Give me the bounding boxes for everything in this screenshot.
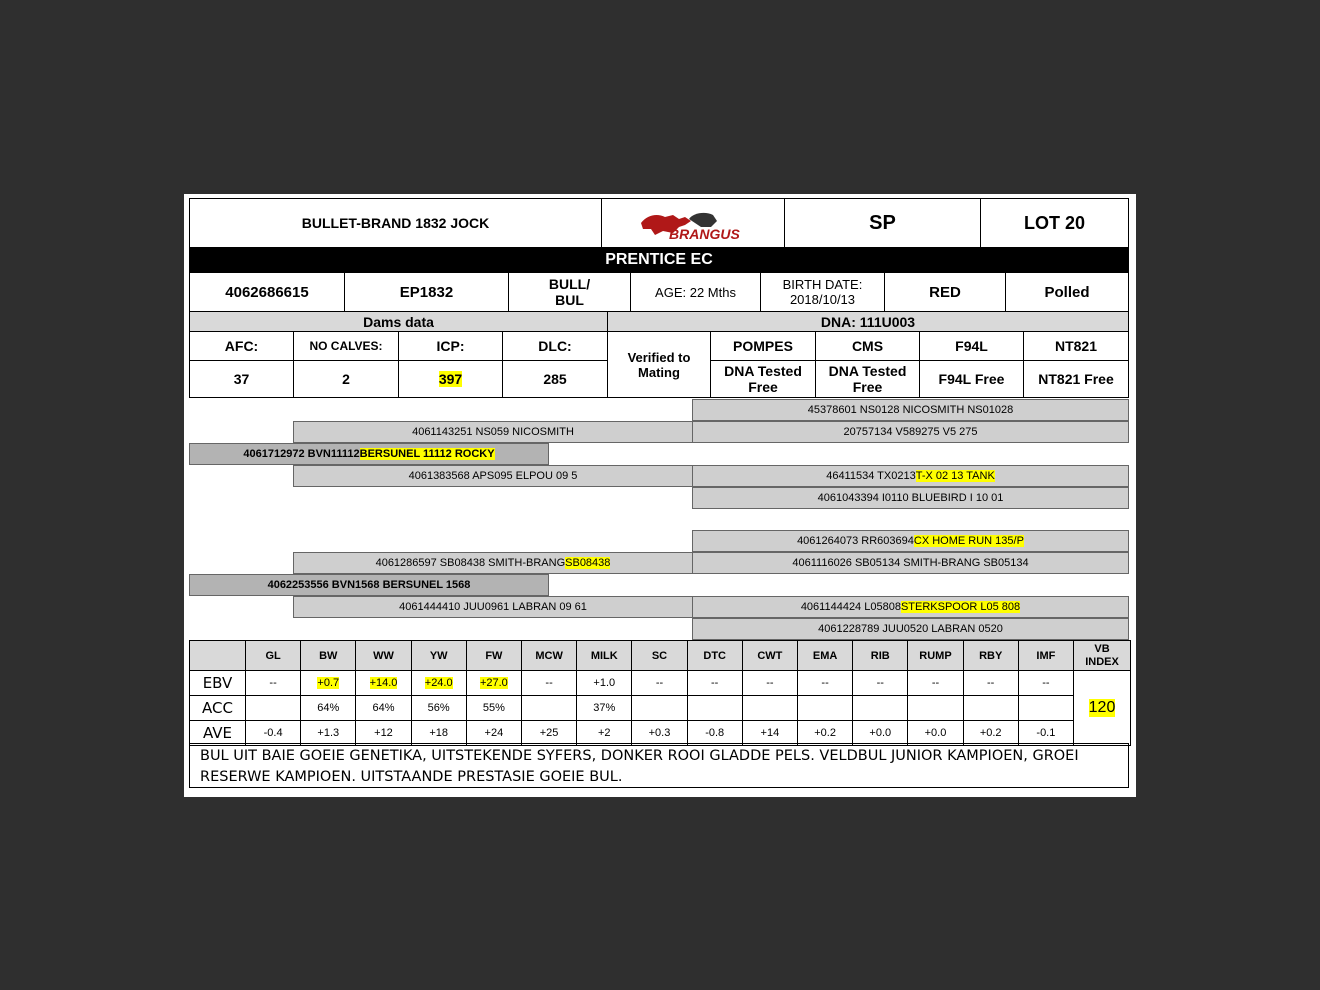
pedigree-ssd	[692, 421, 1129, 443]
ebv-header-rump: RUMP	[907, 640, 963, 671]
dams-value-dlc: 285	[502, 360, 608, 398]
age: AGE: 22 Mths	[630, 272, 761, 312]
birth-date	[760, 272, 885, 312]
pedigree-ddd	[692, 618, 1129, 640]
ebv-ebv-cwt	[742, 670, 798, 696]
ebv-header-rib: RIB	[852, 640, 908, 671]
ebv-ebv-fw	[466, 670, 522, 696]
dna-value-nt821: NT821 Free	[1023, 360, 1129, 398]
ebv-header-fw: FW	[466, 640, 522, 671]
pedigree-ddd-text: 4061228789 JUU0520 LABRAN 0520	[818, 623, 1003, 635]
pedigree-sire-dam	[293, 465, 693, 487]
pedigree-sss-text: 45378601 NS0128 NICOSMITH NS01028	[807, 404, 1014, 416]
ebv-header-yw: YW	[411, 640, 467, 671]
animal-name: BULLET-BRAND 1832 JOCK	[189, 198, 602, 248]
ebv-value: +0.3	[648, 727, 671, 739]
dams-data-title: Dams data	[189, 311, 608, 332]
ebv-value: --	[766, 677, 774, 689]
ebv-value: --	[821, 677, 829, 689]
brangus-logo	[601, 198, 785, 248]
ebv-header-cwt: CWT	[742, 640, 798, 671]
dna-header-nt821: NT821	[1023, 331, 1129, 361]
ebv-value: +0.0	[924, 727, 947, 739]
ebv-row-label-ave: AVE	[189, 720, 246, 746]
ebv-header-mcw: MCW	[521, 640, 577, 671]
ebv-value: +0.7	[317, 677, 340, 689]
pedigree-dam-text: 4062253556 BVN1568 BERSUNEL 1568	[267, 579, 471, 591]
lot-number: LOT 20	[980, 198, 1129, 248]
dna-cms-line2: Free	[852, 379, 883, 395]
ebv-acc-imf	[1018, 695, 1074, 721]
ebv-acc-dtc	[687, 695, 743, 721]
pedigree-dam-sire-highlight: SB08438	[565, 557, 611, 569]
dams-header-dlc: DLC:	[502, 331, 608, 361]
ebv-acc-ww	[355, 695, 411, 721]
dams-value-afc: 37	[189, 360, 294, 398]
pedigree-dds	[692, 596, 1129, 618]
dna-title: DNA: 111U003	[607, 311, 1129, 332]
ebv-value: +1.3	[317, 727, 340, 739]
pedigree-dam-sire-text: 4061286597 SB08438 SMITH-BRANG	[375, 557, 566, 569]
icp-highlight: 397	[438, 371, 463, 387]
ebv-ebv-ww	[355, 670, 411, 696]
ebv-value: 56%	[427, 702, 450, 714]
ebv-value: +12	[374, 727, 393, 739]
ebv-corner-cell	[189, 640, 246, 671]
ebv-row-label-acc: ACC	[189, 695, 246, 721]
birth-date-value: 2018/10/13	[789, 292, 856, 307]
ebv-ebv-imf	[1018, 670, 1074, 696]
ebv-acc-gl	[245, 695, 301, 721]
pedigree-sire-sire-text: 4061143251 NS059 NICOSMITH	[412, 426, 574, 438]
dna-value-cms	[815, 360, 920, 398]
ebv-value: -0.8	[705, 727, 725, 739]
ebv-value: --	[655, 677, 664, 689]
ebv-header-rby: RBY	[963, 640, 1019, 671]
horn-status: Polled	[1005, 272, 1129, 312]
vb-index-label-1: VB	[1094, 642, 1110, 655]
dams-header-afc: AFC:	[189, 331, 294, 361]
pedigree-dam-dam	[293, 596, 693, 618]
ebv-acc-mcw	[521, 695, 577, 721]
pedigree-dss-text: 4061264073 RR603694	[797, 535, 914, 547]
ebv-acc-bw	[300, 695, 356, 721]
pedigree-dam-dam-text: 4061444410 JUU0961 LABRAN 09 61	[399, 601, 587, 613]
dna-header-cms: CMS	[815, 331, 920, 361]
pedigree-dam	[189, 574, 549, 596]
dna-header-f94l: F94L	[919, 331, 1024, 361]
pedigree-sire	[189, 443, 549, 465]
dams-header-calves: NO CALVES:	[293, 331, 399, 361]
pedigree-dss	[692, 530, 1129, 552]
ebv-ebv-ema	[797, 670, 853, 696]
bull-sale-card	[184, 194, 1136, 797]
ebv-header-imf: IMF	[1018, 640, 1074, 671]
dna-verified-line2: Mating	[638, 364, 680, 380]
ebv-ebv-dtc	[687, 670, 743, 696]
pedigree-dds-highlight: STERKSPOOR L05 808	[900, 601, 1021, 613]
ebv-value: -0.1	[1036, 727, 1056, 739]
sex-af: BUL	[555, 292, 584, 308]
ebv-acc-milk	[576, 695, 632, 721]
ebv-value: +0.2	[814, 727, 836, 739]
ebv-header-ww: WW	[355, 640, 411, 671]
ebv-acc-rib	[852, 695, 908, 721]
ebv-ebv-milk	[576, 670, 632, 696]
ebv-value: -0.4	[263, 727, 283, 739]
ebv-header-sc: SC	[631, 640, 687, 671]
pedigree-dss-highlight: CX HOME RUN 135/P	[913, 535, 1024, 547]
ebv-header-milk: MILK	[576, 640, 632, 671]
vb-index-header	[1073, 640, 1131, 671]
ebv-ebv-sc	[631, 670, 687, 696]
vb-index-label-2: INDEX	[1085, 655, 1119, 668]
ebv-header-bw: BW	[300, 640, 356, 671]
dams-header-icp: ICP:	[398, 331, 503, 361]
sex	[508, 272, 631, 312]
dna-pompes-line1: DNA Tested	[724, 363, 802, 379]
ebv-value: 64%	[372, 702, 395, 714]
pedigree-sdd	[692, 487, 1129, 509]
ebv-value: --	[876, 677, 884, 689]
ebv-header-dtc: DTC	[687, 640, 743, 671]
comment-text: BUL UIT BAIE GOEIE GENETIKA, UITSTEKENDE SYFERS, DONKER ROOI GLADDE PELS. VELDBUL JUNIOR KAMPIOEN, GROEI RESERWE KAMPIOEN. UITSTAANDE PRESTASIE GOEIE BUL.	[189, 743, 1129, 788]
ebv-ebv-bw	[300, 670, 356, 696]
herd-code: SP	[784, 198, 981, 248]
dams-value-icp	[398, 360, 503, 398]
dna-verified	[607, 331, 711, 398]
pedigree-sds	[692, 465, 1129, 487]
ebv-value: +14.0	[369, 677, 398, 689]
dna-pompes-line2: Free	[748, 379, 778, 395]
pedigree-sire-dam-text: 4061383568 APS095 ELPOU 09 5	[408, 470, 578, 482]
ebv-value: --	[931, 677, 940, 689]
ebv-acc-rump	[907, 695, 963, 721]
ebv-value: +1.0	[593, 677, 616, 689]
pedigree-dam-sire	[293, 552, 693, 574]
ebv-header-ema: EMA	[797, 640, 853, 671]
ebv-value: +0.0	[869, 727, 892, 739]
ebv-value: +2	[598, 727, 611, 739]
pedigree-sdd-text: 4061043394 I0110 BLUEBIRD I 10 01	[817, 492, 1004, 504]
ebv-value: 64%	[317, 702, 340, 714]
color: RED	[884, 272, 1006, 312]
ebv-ebv-yw	[411, 670, 467, 696]
brangus-logo-icon	[633, 203, 753, 243]
dna-header-pompes: POMPES	[710, 331, 816, 361]
birth-date-label: BIRTH DATE:	[782, 277, 863, 292]
ebv-acc-yw	[411, 695, 467, 721]
ebv-value: +25	[539, 727, 559, 739]
ebv-value: 55%	[482, 702, 505, 714]
pedigree-sire-sire	[293, 421, 693, 443]
ebv-header-gl: GL	[245, 640, 301, 671]
ebv-value: +24.0	[424, 677, 453, 689]
ebv-acc-sc	[631, 695, 687, 721]
pedigree-dds-text: 4061144424 L05808	[800, 601, 901, 613]
vb-index-value	[1073, 670, 1131, 746]
pedigree-dsd-text: 4061116026 SB05134 SMITH-BRANG SB05134	[792, 557, 1029, 569]
ebv-acc-fw	[466, 695, 522, 721]
ebv-value: +24	[484, 727, 504, 739]
ebv-value: --	[987, 677, 995, 689]
ebv-acc-rby	[963, 695, 1019, 721]
dna-value-f94l: F94L Free	[919, 360, 1024, 398]
pedigree-sds-text: 46411534 TX0213	[826, 470, 916, 482]
dna-value-pompes	[710, 360, 816, 398]
sex-en: BULL/	[548, 276, 591, 292]
identification: EP1832	[344, 272, 509, 312]
ebv-acc-ema	[797, 695, 853, 721]
dams-value-calves: 2	[293, 360, 399, 398]
ebv-value: +18	[429, 727, 449, 739]
ebv-ebv-rump	[907, 670, 963, 696]
vb-index-number: 120	[1088, 699, 1116, 716]
ebv-row-label-ebv: EBV	[189, 670, 246, 696]
dna-verified-line1: Verified to	[627, 349, 691, 365]
pedigree-sire-text: 4061712972 BVN11112	[243, 448, 360, 460]
ebv-value: --	[269, 677, 277, 689]
breeder-name: PRENTICE EC	[189, 247, 1129, 272]
ebv-acc-cwt	[742, 695, 798, 721]
pedigree-sire-highlight: BERSUNEL 11112 ROCKY	[359, 448, 495, 460]
ebv-value: +0.2	[979, 727, 1002, 739]
logo-text: BRANGUS	[669, 226, 740, 242]
ebv-value: --	[1042, 677, 1050, 689]
pedigree-ssd-text: 20757134 V589275 V5 275	[843, 426, 978, 438]
ebv-ebv-mcw	[521, 670, 577, 696]
ebv-value: 37%	[593, 702, 616, 714]
ebv-ebv-rby	[963, 670, 1019, 696]
ebv-ebv-gl	[245, 670, 301, 696]
pedigree-dsd	[692, 552, 1129, 574]
ebv-value: --	[545, 677, 553, 689]
dna-cms-line1: DNA Tested	[828, 363, 907, 379]
ebv-value: +14	[760, 727, 780, 739]
registration-number: 4062686615	[189, 272, 345, 312]
pedigree-sss	[692, 399, 1129, 421]
ebv-ebv-rib	[852, 670, 908, 696]
pedigree-sds-highlight: T-X 02 13 TANK	[915, 470, 995, 482]
ebv-value: +27.0	[479, 677, 508, 689]
ebv-value: --	[711, 677, 719, 689]
